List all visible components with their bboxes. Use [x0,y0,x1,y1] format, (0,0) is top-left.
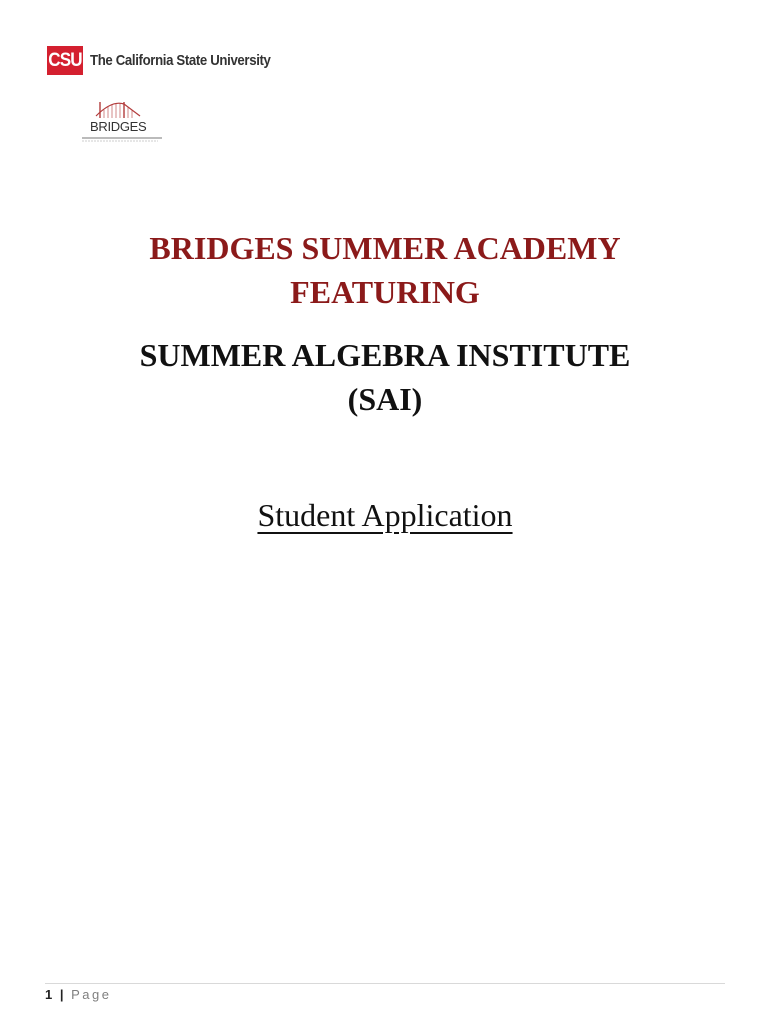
page-footer [45,987,112,1002]
university-name: The California State University [90,52,271,69]
title-line-1: BRIDGES SUMMER ACADEMY [149,230,621,266]
bridges-logo [78,96,164,144]
application-title: Student Application [257,497,513,533]
title-line-3: SUMMER ALGEBRA INSTITUTE [139,337,631,373]
csu-logo [45,46,295,75]
title-line-4: (SAI) [347,381,423,417]
footer-divider [45,983,725,984]
program-title [0,226,770,314]
title-line-2: FEATURING [290,274,480,310]
page-label: Page [71,987,112,1002]
bridges-logo-text: BRIDGES [90,119,147,134]
footer-separator: | [59,987,64,1002]
csu-logo-mark: CSU [47,46,83,75]
page-number: 1 [45,987,53,1002]
institute-title [0,333,770,421]
